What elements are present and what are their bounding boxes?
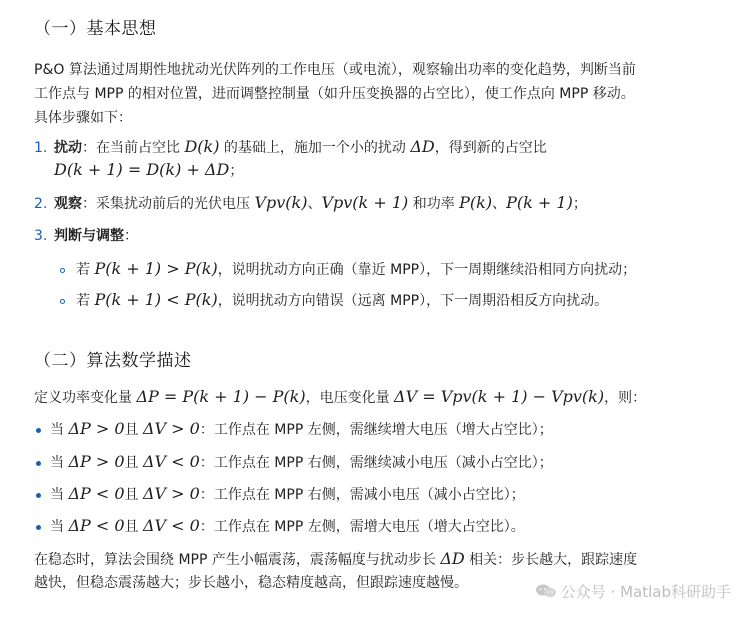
bullet-icon	[36, 428, 41, 433]
def-text: ，则：	[604, 390, 647, 406]
watermark-text: 公众号 · Matlab科研助手	[560, 583, 731, 601]
math-expression: Vpv(k + 1)	[321, 193, 409, 212]
intro-line-3: 具体步骤如下：	[34, 110, 132, 126]
sub-bullet-icon	[60, 268, 65, 273]
section-heading-math: （二）算法数学描述	[34, 351, 192, 371]
math-expression: P(k + 1)	[506, 193, 573, 212]
steady-text: 相关：步长越大，跟踪速度	[464, 552, 638, 568]
bullet-icon	[36, 493, 41, 498]
steady-state-line-2: 越快，但稳态震荡越大；步长越小，稳态精度越高，但跟踪速度越慢。	[34, 575, 468, 591]
step-text: 、	[492, 196, 507, 212]
math-expression: P(k + 1) > P(k)	[94, 259, 218, 278]
step-1-formula	[54, 159, 243, 182]
sub-item-correct	[76, 258, 636, 281]
case-text: 当	[50, 422, 69, 438]
definition-line	[34, 386, 646, 409]
case-text: 当	[50, 487, 69, 503]
math-expression: ΔV < 0	[142, 516, 200, 535]
case-item	[50, 451, 553, 474]
case-text: 当	[50, 455, 69, 471]
case-item	[50, 418, 553, 441]
step-title: 判断与调整	[54, 228, 124, 244]
step-3	[34, 225, 138, 247]
step-1	[34, 136, 547, 159]
step-2	[34, 192, 587, 215]
math-expression: ΔD	[410, 137, 435, 156]
math-expression: ΔP < 0	[68, 484, 125, 503]
math-expression: ΔP = P(k + 1) − P(k)	[136, 387, 306, 406]
case-text: 当	[50, 519, 69, 535]
step-text: ：	[124, 228, 138, 244]
case-text: ：工作点在 MPP 右侧，需继续减小电压（减小占空比）；	[199, 455, 553, 471]
case-text: 且	[124, 519, 143, 535]
step-text: 的基础上，施加一个小的扰动	[219, 140, 411, 156]
def-text: 定义功率变化量	[34, 390, 137, 406]
case-text: 且	[124, 455, 143, 471]
bullet-icon	[36, 461, 41, 466]
math-expression: D(k)	[184, 137, 220, 156]
sub-text: 若	[76, 262, 95, 278]
case-text: ：工作点在 MPP 左侧，需继续增大电压（增大占空比）；	[199, 422, 553, 438]
step-title: 扰动	[54, 140, 82, 156]
math-expression: Vpv(k)	[254, 193, 308, 212]
math-expression: ΔV = Vpv(k + 1) − Vpv(k)	[394, 387, 605, 406]
intro-paragraph	[34, 58, 734, 130]
step-text: 和功率	[408, 196, 460, 212]
step-text: ：在当前占空比	[82, 140, 185, 156]
sub-text: ，说明扰动方向错误（远离 MPP），下一周期沿相反方向扰动。	[217, 293, 609, 309]
sub-item-wrong	[76, 289, 608, 312]
section-heading-basic-idea: （一）基本思想	[34, 19, 157, 39]
math-expression: P(k + 1) < P(k)	[94, 290, 218, 309]
step-number: 2.	[34, 196, 48, 212]
step-number: 3.	[34, 228, 48, 244]
sub-text: ，说明扰动方向正确（靠近 MPP），下一周期继续沿相同方向扰动；	[217, 262, 637, 278]
sub-text: 若	[76, 293, 95, 309]
case-text: ：工作点在 MPP 右侧，需减小电压（减小占空比）；	[199, 487, 525, 503]
wechat-icon	[535, 584, 557, 598]
step-text: 、	[307, 196, 322, 212]
sub-bullet-icon	[60, 299, 65, 304]
math-expression: ΔP > 0	[68, 419, 125, 438]
case-text: 且	[124, 422, 143, 438]
step-title: 观察	[54, 196, 82, 212]
math-expression: P(k)	[459, 193, 493, 212]
step-text: ；	[572, 196, 587, 212]
math-expression: ΔD	[440, 549, 465, 568]
step-text: ；	[229, 163, 244, 179]
def-text: ，电压变化量	[305, 390, 395, 406]
steady-text: 在稳态时，算法会围绕 MPP 产生小幅震荡，震荡幅度与扰动步长	[34, 552, 441, 568]
math-expression: D(k + 1) = D(k) + ΔD	[54, 160, 230, 179]
math-expression: ΔP < 0	[68, 516, 125, 535]
math-expression: ΔV < 0	[142, 452, 200, 471]
steady-state-line-1	[34, 548, 637, 571]
math-expression: ΔP > 0	[68, 452, 125, 471]
case-item	[50, 483, 525, 506]
math-expression: ΔV > 0	[142, 419, 200, 438]
case-text: 且	[124, 487, 143, 503]
intro-line-2: 工作点与 MPP 的相对位置，进而调整控制量（如升压变换器的占空比），使工作点向 MPP 移动。	[34, 86, 635, 102]
step-text: ：采集扰动前后的光伏电压	[82, 196, 255, 212]
watermark	[535, 581, 731, 602]
math-expression: ΔV > 0	[142, 484, 200, 503]
intro-line-1: P&O 算法通过周期性地扰动光伏阵列的工作电压（或电流），观察输出功率的变化趋势，判断当前	[34, 62, 636, 78]
step-number: 1.	[34, 140, 48, 156]
case-text: ：工作点在 MPP 左侧，需增大电压（增大占空比）。	[199, 519, 525, 535]
bullet-icon	[36, 525, 41, 530]
case-item	[50, 515, 525, 538]
step-text: ，得到新的占空比	[434, 140, 547, 156]
